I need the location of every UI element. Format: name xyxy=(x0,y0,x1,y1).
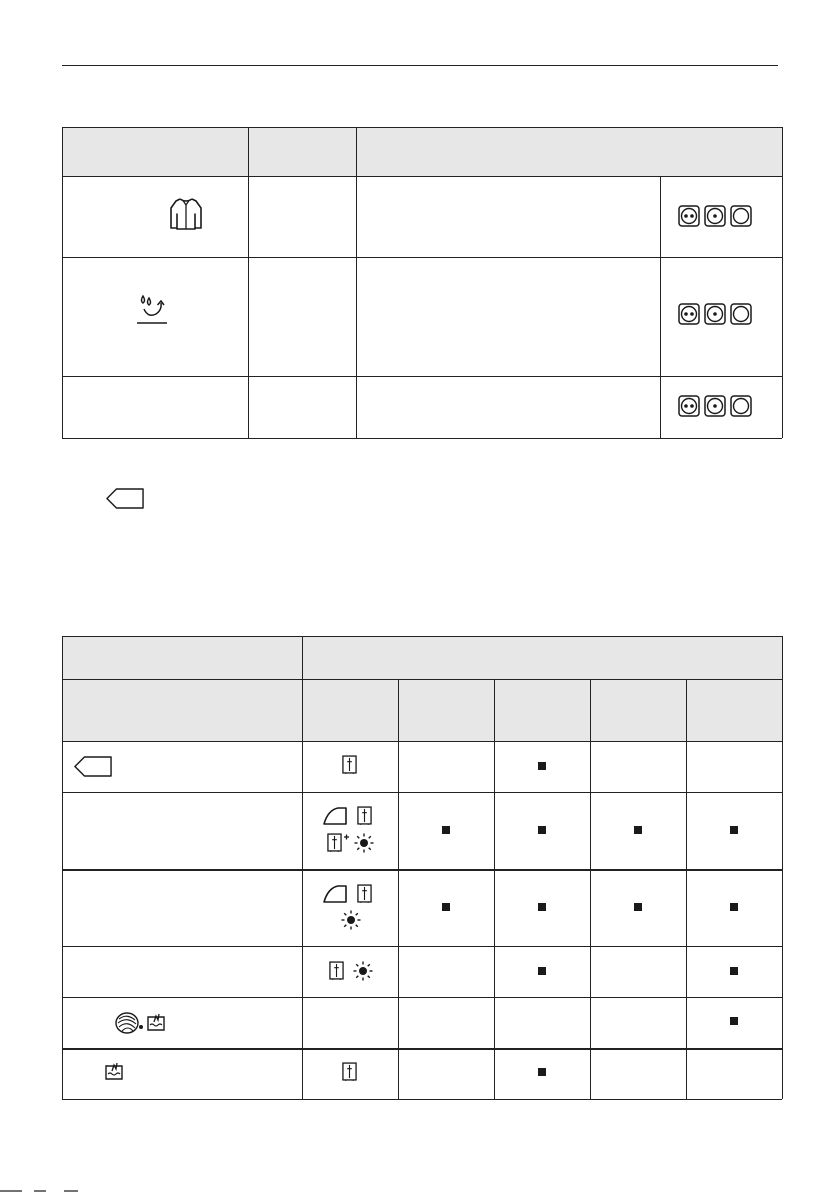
check-marker-r2-c4 xyxy=(730,826,738,834)
header-rule xyxy=(62,65,778,66)
table-1-header xyxy=(62,127,782,176)
icon-separator-dot xyxy=(139,1025,143,1029)
wool-icon xyxy=(114,1010,140,1036)
table-2-header-groups xyxy=(62,636,782,679)
page-bottom-fragment xyxy=(0,1188,110,1192)
check-marker-r1-c2 xyxy=(538,762,546,770)
iron-dry-icon xyxy=(322,806,348,826)
cupboard-dry-icon xyxy=(342,1062,357,1081)
check-marker-r2-c1 xyxy=(442,826,450,834)
check-marker-r2-c2 xyxy=(538,826,546,834)
check-marker-r2-c3 xyxy=(634,826,642,834)
dial-empty-icon xyxy=(730,395,752,417)
dial-one-dot-icon xyxy=(704,205,726,227)
program-tag-icon xyxy=(74,756,112,777)
dial-two-dot-icon xyxy=(678,205,700,227)
check-marker-r3-c3 xyxy=(634,903,642,911)
sun-icon xyxy=(341,910,361,930)
iron-dry-icon xyxy=(322,884,348,904)
program-tag-icon xyxy=(106,488,144,509)
check-marker-r3-c1 xyxy=(442,903,450,911)
cupboard-dry-plus-icon xyxy=(327,833,349,853)
dial-one-dot-icon xyxy=(704,303,726,325)
sun-icon xyxy=(354,833,374,853)
table-2-subheaders xyxy=(62,680,782,741)
cupboard-dry-icon xyxy=(357,884,372,903)
dial-indicators-row-2 xyxy=(678,303,756,325)
dial-one-dot-icon xyxy=(704,395,726,417)
dial-two-dot-icon xyxy=(678,395,700,417)
dial-indicators-row-3 xyxy=(678,395,756,417)
dial-indicators-row-1 xyxy=(678,205,756,227)
hand-wash-icon xyxy=(104,1061,124,1081)
check-marker-r6-c2 xyxy=(538,1068,546,1076)
check-marker-r3-c4 xyxy=(730,903,738,911)
check-marker-r4-c2 xyxy=(538,967,546,975)
cupboard-dry-icon xyxy=(357,806,372,825)
shirt-icon xyxy=(168,196,204,232)
dial-two-dot-icon xyxy=(678,303,700,325)
anti-crease-icon xyxy=(134,292,170,328)
hand-wash-icon xyxy=(146,1012,166,1032)
check-marker-r4-c4 xyxy=(730,967,738,975)
cupboard-dry-icon xyxy=(329,961,344,980)
dial-empty-icon xyxy=(730,303,752,325)
cupboard-dry-icon xyxy=(342,755,357,774)
dial-empty-icon xyxy=(730,205,752,227)
check-marker-r3-c2 xyxy=(538,903,546,911)
sun-icon xyxy=(353,961,373,981)
check-marker-r5-c4 xyxy=(730,1017,738,1025)
